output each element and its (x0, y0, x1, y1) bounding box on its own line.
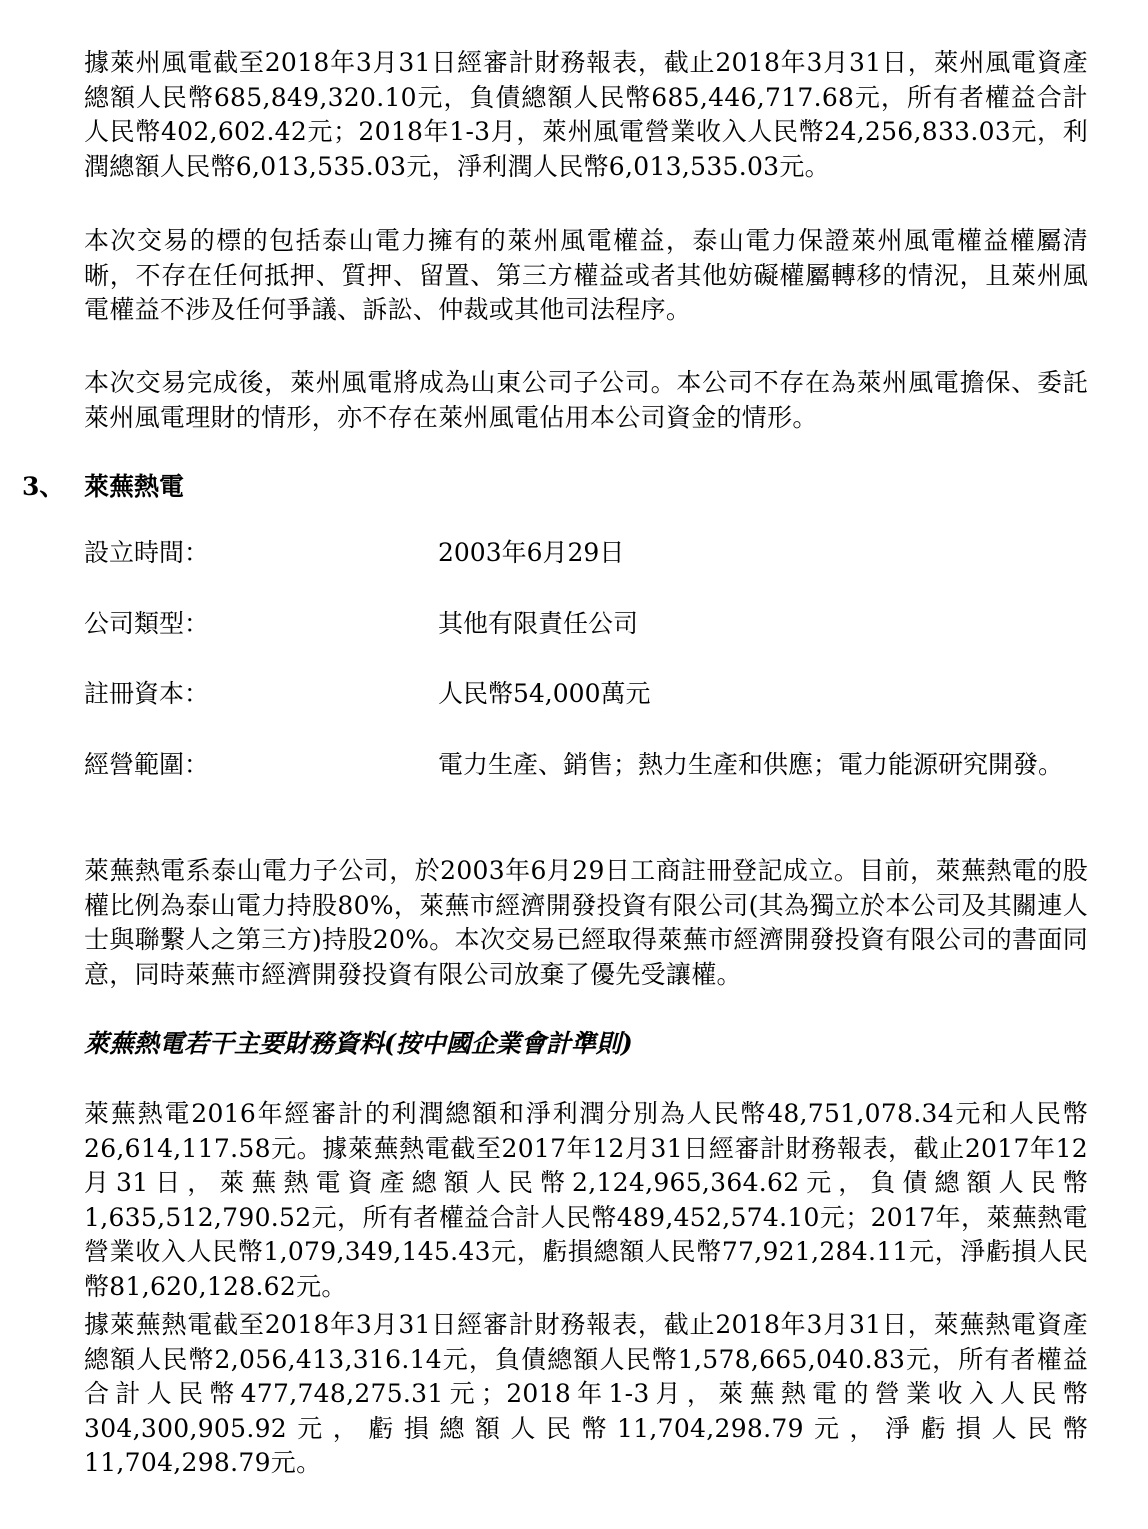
established-value: 2003年6月29日 (438, 538, 625, 567)
business-scope-label: 經營範圍： (84, 750, 210, 779)
business-scope-value: 電力生產、銷售；熱力生產和供應；電力能源研究開發。 (438, 750, 1064, 779)
company-type-label: 公司類型： (84, 609, 210, 638)
established-label: 設立時間： (84, 538, 210, 567)
section-title: 萊蕪熱電 (84, 472, 185, 501)
paragraph-transaction-subject: 本次交易的標的包括泰山電力擁有的萊州風電權益，泰山電力保證萊州風電權益權屬清晰，不存在任何抵押、質押、留置、第三方權益或者其他妨礙權屬轉移的情況，且萊州風電權益不涉及任何爭議、訴訟、仲裁或其他司法程序。 (84, 226, 1088, 324)
paragraph-laiwu-2018q1-financials: 據萊蕪熱電截至2018年3月31日經審計財務報表，截止2018年3月31日，萊蕪熱電資產總額人民幣2,056,413,316.14元，負債總額人民幣1,578,665,040.83元，所有者權益合計人民幣477,748,275.31元；2018年1-3月，萊蕪熱電的營業收入人民幣304,300,905.92元，虧損總額人民幣11,704,298.79元，淨虧損人民幣11,704,298.79元。 (84, 1310, 1088, 1477)
paragraph-laiwu-ownership: 萊蕪熱電系泰山電力子公司，於2003年6月29日工商註冊登記成立。目前，萊蕪熱電的股權比例為泰山電力持股80%，萊蕪市經濟開發投資有限公司(其為獨立於本公司及其關連人士與聯繫人之第三方)持股20%。本次交易已經取得萊蕪市經濟開發投資有限公司的書面同意，同時萊蕪市經濟開發投資有限公司放棄了優先受讓權。 (84, 856, 1088, 989)
paragraph-laizhou-2018q1-financials: 據萊州風電截至2018年3月31日經審計財務報表，截止2018年3月31日，萊州風電資產總額人民幣685,849,320.10元，負債總額人民幣685,446,717.68元，所有者權益合計人民幣402,602.42元；2018年1-3月，萊州風電營業收入人民幣24,256,833.03元，利潤總額人民幣6,013,535.03元，淨利潤人民幣6,013,535.03元。 (84, 48, 1088, 181)
registered-capital-value: 人民幣54,000萬元 (438, 679, 651, 708)
section-number: 3、 (22, 472, 65, 501)
paragraph-laiwu-2016-2017-financials: 萊蕪熱電2016年經審計的利潤總額和淨利潤分別為人民幣48,751,078.34元和人民幣26,614,117.58元。據萊蕪熱電截至2017年12月31日經審計財務報表，截止2017年12月31日，萊蕪熱電資產總額人民幣2,124,965,364.62元，負債總額人民幣1,635,512,790.52元，所有者權益合計人民幣489,452,574.10元；2017年，萊蕪熱電營業收入人民幣1,079,349,145.43元，虧損總額人民幣77,921,284.11元，淨虧損人民幣81,620,128.62元。 (84, 1099, 1088, 1301)
financials-subheading: 萊蕪熱電若干主要財務資料(按中國企業會計準則) (84, 1029, 633, 1058)
company-type-value: 其他有限責任公司 (438, 609, 639, 638)
paragraph-post-transaction: 本次交易完成後，萊州風電將成為山東公司子公司。本公司不存在為萊州風電擔保、委託萊州風電理財的情形，亦不存在萊州風電佔用本公司資金的情形。 (84, 368, 1088, 432)
registered-capital-label: 註冊資本： (84, 679, 210, 708)
